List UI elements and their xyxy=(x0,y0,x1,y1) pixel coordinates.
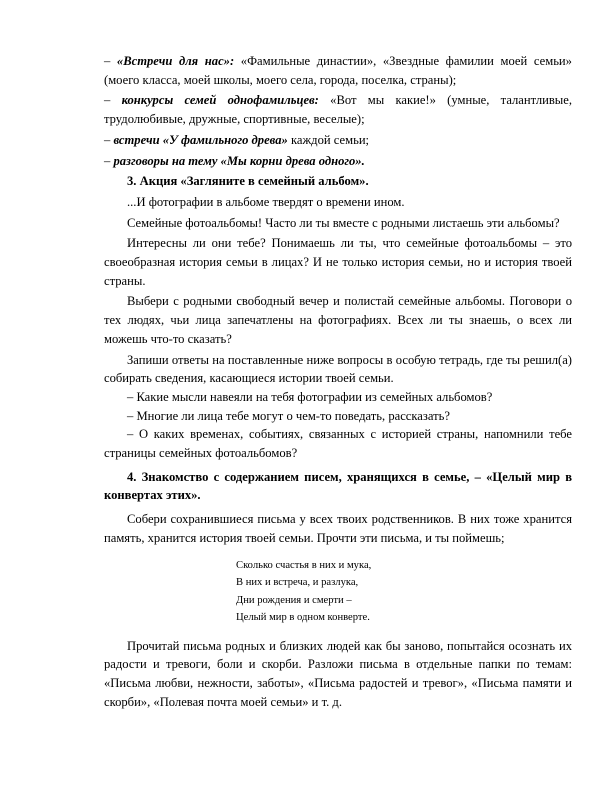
paragraph: Собери сохранившиеся письма у всех твоих родственников. В них тоже хранится память, хранится история твоей семьи. Прочти эти письма, и ты поймешь; xyxy=(104,512,572,545)
list-item-text: «Фамильные династии», «Звездные фамилии моей семьи» (моего класса, моей школы, моего села, города, поселка, страны); xyxy=(104,54,572,87)
poem-line: В них и встреча, и разлука, xyxy=(236,577,359,589)
poem-line: Дни рождения и смерти – xyxy=(236,594,352,606)
list-item xyxy=(104,91,572,128)
list-item-text: каждой семьи; xyxy=(287,132,370,147)
list-item-emphasis: конкурсы семей однофамильцев: xyxy=(121,93,319,108)
list-item xyxy=(104,152,572,171)
section3-heading: 3. Акция «Загляните в семейный альбом». xyxy=(127,174,369,189)
list-item-text: «Вот мы какие!» (умные, талантливые, трудолюбивые, дружные, спортивные, веселые); xyxy=(104,93,572,127)
question-item: – Многие ли лица тебе могут о чем-то поведать, рассказать? xyxy=(127,408,450,423)
paragraph: ...И фотографии в альбоме твердят о времени ином. xyxy=(127,194,405,209)
list-dash: – xyxy=(104,153,114,168)
list-item-emphasis: разговоры на тему «Мы корни древа одного». xyxy=(113,153,365,168)
list-dash: – xyxy=(104,93,122,108)
paragraph: Прочитай письма родных и близких людей как бы заново, попытайся осознать их радости и тревоги, боли и скорби. Разложи письма в отдельные папки по темам: «Письма любви, нежности, заботы», «Письма радостей и тревог», «Письма памяти и скорби», «Полевая почта моей семьи» и т. д. xyxy=(104,638,572,709)
poem-line: Сколько счастья в них и мука, xyxy=(236,559,372,571)
list-dash: – xyxy=(104,132,114,147)
poem xyxy=(236,557,572,627)
poem-line: Целый мир в одном конверте. xyxy=(236,612,370,624)
paragraph: Запиши ответы на поставленные ниже вопросы в особую тетрадь, где ты решил(а) собирать сведения, касающиеся истории твоей семьи. xyxy=(104,352,572,386)
list-dash: – xyxy=(104,54,117,68)
page-content xyxy=(104,50,572,711)
paragraph: Интересны ли они тебе? Понимаешь ли ты, что семейные фотоальбомы – это своеобразная история семьи в лицах? И не только история семьи, но и история твоей страны. xyxy=(104,236,572,288)
list-item xyxy=(104,131,572,150)
list-item xyxy=(104,52,572,89)
paragraph: Семейные фотоальбомы! Часто ли ты вместе с родными листаешь эти альбомы? xyxy=(127,215,560,230)
question-item: – Какие мысли навеяли на тебя фотографии из семейных альбомов? xyxy=(127,389,493,404)
list-item-emphasis: «Встречи для нас»: xyxy=(116,54,235,68)
section4-heading: 4. Знакомство с содержанием писем, хранящихся в семье, – «Целый мир в конвертах этих». xyxy=(104,469,572,503)
paragraph: Выбери с родными свободный вечер и полистай семейные альбомы. Поговори о тех людях, чьи лица запечатлены на фотографиях. Всех ли ты знаешь, о всех ли можешь что-то сказать? xyxy=(104,294,572,346)
list-item-emphasis: встречи «У фамильного древа» xyxy=(113,132,288,147)
question-item: – О каких временах, событиях, связанных с историей страны, напомнили тебе страницы семейных фотоальбомов? xyxy=(104,427,572,461)
